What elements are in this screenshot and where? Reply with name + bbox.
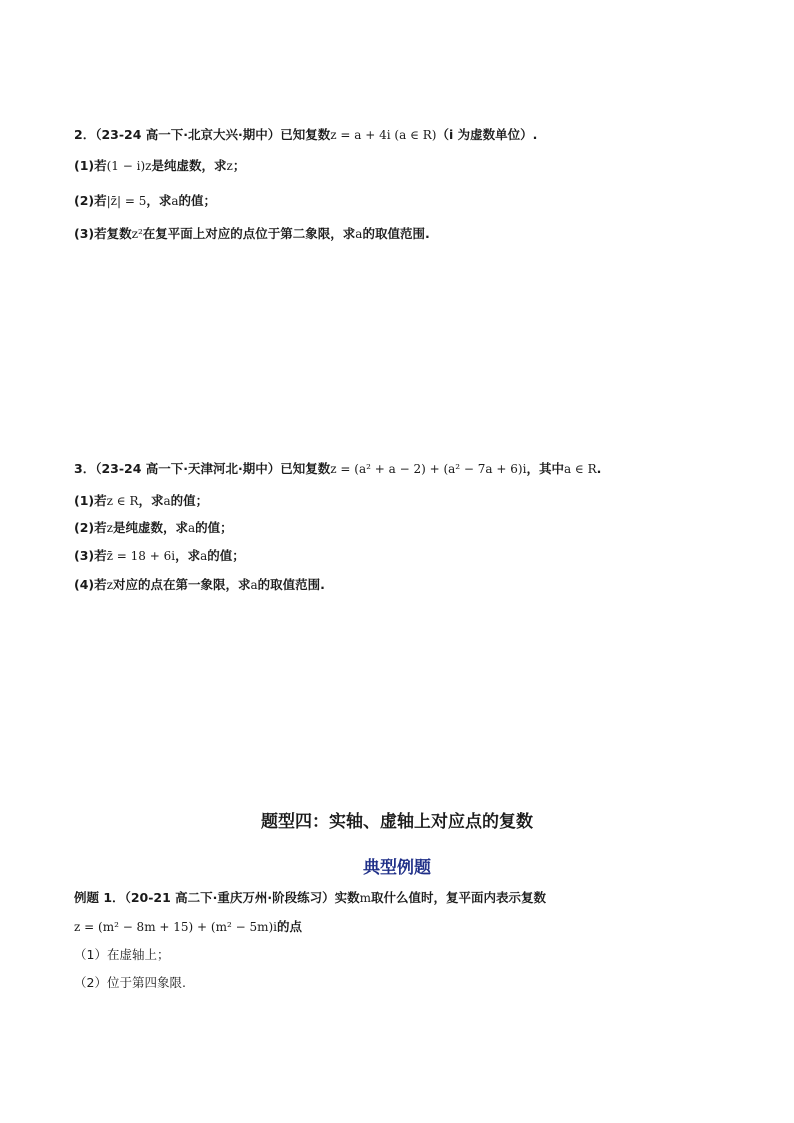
q3-source: （23-24 高一下·天津河北·期中） <box>95 461 281 476</box>
q2-part-1 <box>74 157 245 175</box>
q2-stem-prefix: 已知复数 <box>280 127 331 142</box>
q3-stem-cond: a ∈ R <box>563 462 597 476</box>
q3-stem-end: . <box>596 461 602 476</box>
q2-part-2-end: 的值； <box>178 193 217 208</box>
q3-part-1-formula: z ∈ R <box>106 494 139 508</box>
example1-part-1: （1）在虚轴上； <box>74 947 170 962</box>
q3-stem-formula: z = (a² + a − 2) + (a² − 7a + 6)i <box>330 462 527 476</box>
example1-text-a: 实数 <box>334 890 360 905</box>
q3-part-4 <box>74 576 325 594</box>
q2-part-1-label: (1)若 <box>74 158 107 173</box>
example1-formula: z = (m² − 8m + 15) + (m² − 5m)i <box>74 920 277 934</box>
q3-part-4-formula: z <box>106 578 113 592</box>
q3-part-4-end: 的取值范围. <box>257 577 325 592</box>
q2-part-1-text: 是纯虚数，求 <box>151 158 227 173</box>
q2-part-3-var: a <box>355 227 363 241</box>
q2-part-1-var: z <box>226 159 233 173</box>
section-title: 题型四：实轴、虚轴上对应点的复数 <box>261 812 533 832</box>
example1-formula-line <box>74 918 302 936</box>
q2-part-2 <box>74 192 216 210</box>
q2-part-1-end: ； <box>232 158 246 173</box>
q3-part-1-text: ，求 <box>138 493 164 508</box>
q2-stem-suffix: （i 为虚数单位）. <box>436 127 538 142</box>
q3-part-1-label: (1)若 <box>74 493 107 508</box>
example1-source: （20-21 高二下·重庆万州·阶段练习） <box>124 890 335 905</box>
q2-source: （23-24 高一下·北京大兴·期中） <box>95 127 281 142</box>
q2-part-3-label: (3)若复数 <box>74 226 132 241</box>
q3-part-1-var: a <box>163 494 171 508</box>
q3-stem-mid: ，其中 <box>526 461 564 476</box>
q3-part-2-end: 的值； <box>195 520 233 535</box>
example1-stem <box>74 889 546 907</box>
q3-part-3-text: ，求 <box>175 548 201 563</box>
q3-part-4-var: a <box>250 578 258 592</box>
q2-part-2-var: a <box>171 194 179 208</box>
example1-var: m <box>359 891 372 905</box>
q3-part-2 <box>74 519 233 537</box>
q3-part-4-label: (4)若 <box>74 577 107 592</box>
q2-stem <box>74 126 537 144</box>
example1-part-2: （2）位于第四象限. <box>74 975 186 990</box>
q3-stem-prefix: 已知复数 <box>280 461 331 476</box>
q3-part-3 <box>74 547 245 565</box>
q3-part-1 <box>74 492 208 510</box>
q3-stem <box>74 460 601 478</box>
example1-label: 例题 1． <box>74 890 125 905</box>
q2-part-3 <box>74 225 430 243</box>
q2-part-3-formula: z² <box>131 227 143 241</box>
q3-part-3-formula: z̄ = 18 + 6i <box>106 549 176 563</box>
q3-part-2-var: a <box>187 521 196 535</box>
q3-part-3-label: (3)若 <box>74 548 107 563</box>
q2-part-3-text: 在复平面上对应的点位于第二象限，求 <box>142 226 356 241</box>
q3-part-2-label: (2)若 <box>74 520 107 535</box>
section-subtitle: 典型例题 <box>363 858 431 878</box>
q2-part-1-formula: (1 − i)z <box>106 159 152 173</box>
q2-part-2-text: ，求 <box>146 193 172 208</box>
q3-part-3-end: 的值； <box>207 548 245 563</box>
q2-stem-formula: z = a + 4i (a ∈ R) <box>330 128 437 142</box>
q3-part-3-var: a <box>200 549 208 563</box>
example1-formula-end: 的点 <box>276 919 302 934</box>
q2-part-2-formula: |z̄| = 5 <box>106 194 147 208</box>
q3-part-4-text: 对应的点在第一象限，求 <box>112 577 251 592</box>
q2-number: 2． <box>74 127 96 142</box>
example1-text-b: 取什么值时，复平面内表示复数 <box>371 890 547 905</box>
q3-part-2-text: 是纯虚数，求 <box>112 520 188 535</box>
q3-part-2-formula: z <box>106 521 113 535</box>
q3-number: 3． <box>74 461 96 476</box>
q2-part-2-label: (2)若 <box>74 193 107 208</box>
q3-part-1-end: 的值； <box>170 493 209 508</box>
q2-part-3-end: 的取值范围. <box>362 226 430 241</box>
